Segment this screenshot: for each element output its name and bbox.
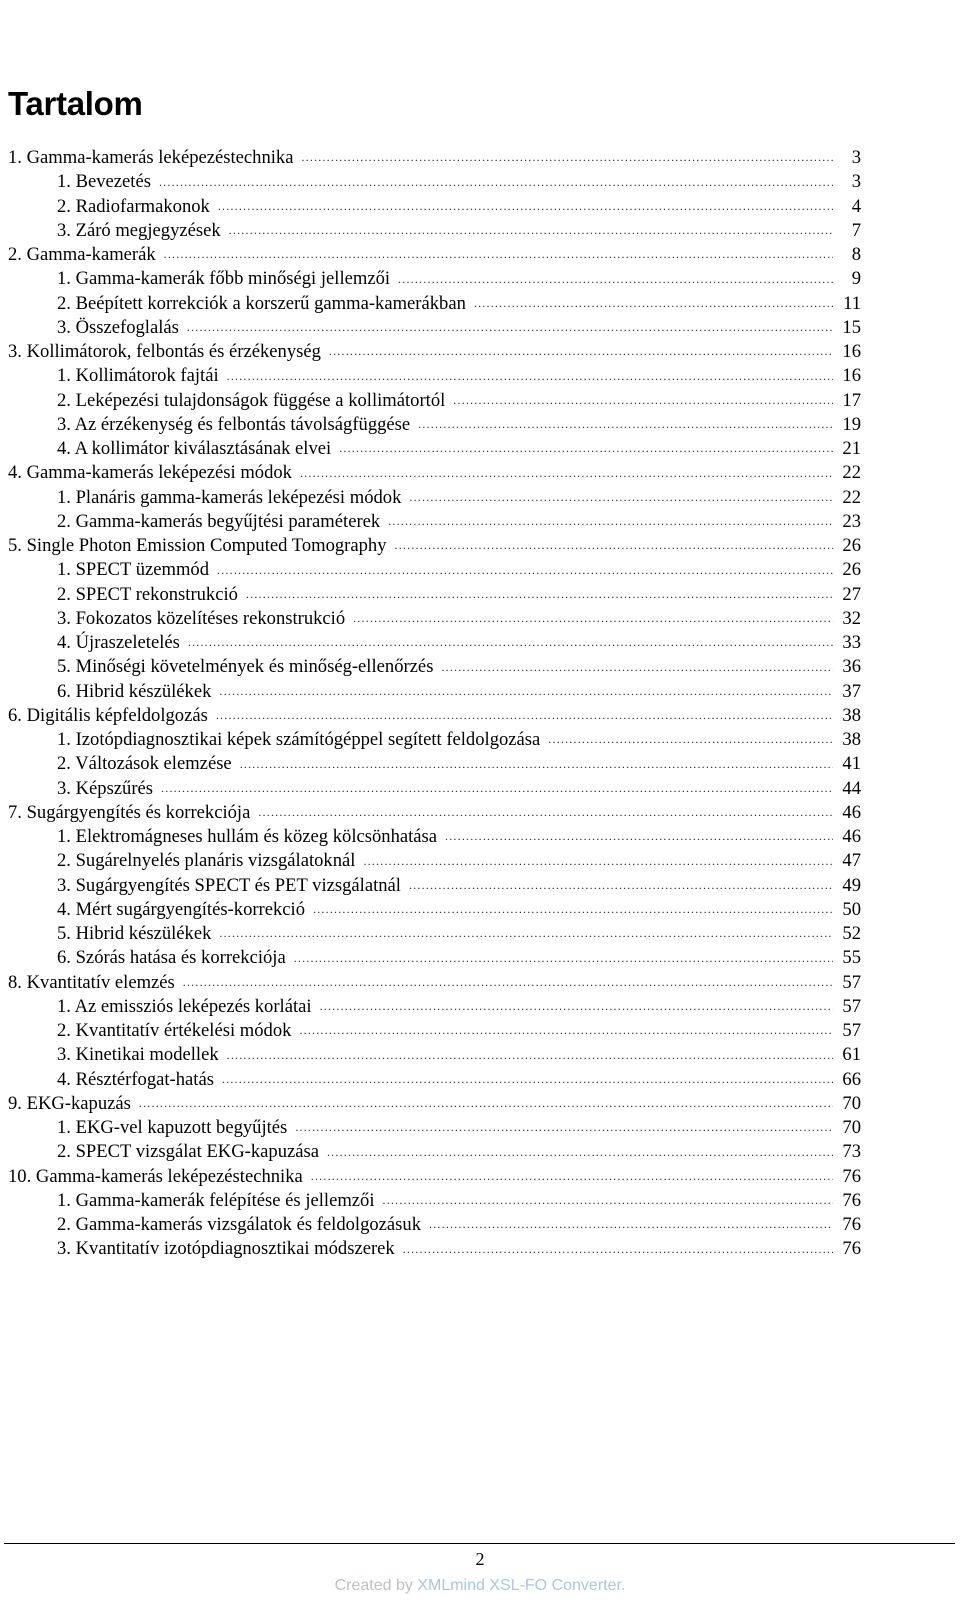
toc-dot-leader	[329, 344, 833, 364]
toc-dot-leader	[313, 902, 833, 922]
toc-subsection-entry[interactable]	[8, 558, 861, 582]
toc-entry-page: 52	[842, 923, 861, 945]
toc-dot-leader	[363, 854, 833, 874]
toc-dot-leader	[311, 1169, 833, 1189]
toc-subsection-entry[interactable]	[8, 389, 861, 413]
toc-entry-label: 10. Gamma-kamerás leképezéstechnika	[8, 1165, 303, 1187]
toc-entry-label: 1. Az emissziós leképezés korlátai	[57, 995, 312, 1017]
toc-subsection-entry[interactable]	[8, 170, 861, 194]
toc-entry-label: 6. Digitális képfeldolgozás	[8, 704, 208, 726]
toc-entry-label: 3. Sugárgyengítés SPECT és PET vizsgálatnál	[57, 874, 401, 896]
toc-entry-page: 76	[842, 1238, 861, 1260]
toc-entry-page: 44	[842, 777, 861, 799]
toc-subsection-entry[interactable]	[8, 267, 861, 291]
toc-entry-page: 66	[842, 1068, 861, 1090]
toc-dot-leader	[429, 1217, 833, 1237]
toc-dot-leader	[398, 272, 833, 292]
toc-dot-leader	[339, 441, 833, 461]
toc-dot-leader	[418, 417, 833, 437]
toc-entry-label: 1. Gamma-kamerák felépítése és jellemzői	[57, 1189, 375, 1211]
toc-entry-page: 8	[851, 244, 861, 266]
toc-entry-page: 26	[842, 559, 861, 581]
toc-dot-leader	[295, 1120, 833, 1140]
toc-entry-page: 7	[851, 219, 861, 241]
toc-entry-page: 3	[851, 171, 861, 193]
toc-entry-label: 1. Gamma-kamerák főbb minőségi jellemzői	[57, 268, 391, 290]
toc-entry-label: 2. Gamma-kamerák	[8, 244, 156, 266]
toc-subsection-entry[interactable]	[8, 219, 861, 243]
toc-entry-page: 22	[842, 462, 861, 484]
watermark-prefix: Created by	[334, 1577, 418, 1594]
toc-entry-page: 47	[842, 850, 861, 872]
toc-entry-label: 5. Single Photon Emission Computed Tomography	[8, 535, 387, 557]
toc-entry-page: 32	[842, 607, 861, 629]
toc-dot-leader	[395, 538, 833, 558]
toc-entry-label: 1. Planáris gamma-kamerás leképezési módok	[57, 486, 402, 508]
toc-entry-label: 1. Kollimátorok fajtái	[57, 365, 219, 387]
toc-entry-label: 3. Képszűrés	[57, 777, 154, 799]
toc-subsection-entry[interactable]	[8, 1237, 861, 1261]
toc-entry-label: 1. EKG-vel kapuzott begyűjtés	[57, 1117, 288, 1139]
toc-subsection-entry[interactable]	[8, 1043, 861, 1067]
toc-subsection-entry[interactable]	[8, 1213, 861, 1237]
toc-entry-page: 55	[842, 947, 861, 969]
toc-entry-page: 49	[842, 874, 861, 896]
toc-subsection-entry[interactable]	[8, 995, 861, 1019]
toc-entry-page: 37	[842, 680, 861, 702]
toc-entry-page: 70	[842, 1092, 861, 1114]
toc-subsection-entry[interactable]	[8, 437, 861, 461]
toc-entry-page: 57	[842, 995, 861, 1017]
toc-chapter-entry[interactable]	[8, 340, 861, 364]
toc-entry-label: 3. Az érzékenység és felbontás távolságfüggése	[57, 413, 411, 435]
toc-subsection-entry[interactable]	[8, 680, 861, 704]
toc-entry-label: 9. EKG-kapuzás	[8, 1092, 131, 1114]
toc-dot-leader	[453, 393, 833, 413]
toc-entry-label: 3. Kinetikai modellek	[57, 1044, 219, 1066]
toc-dot-leader	[258, 805, 833, 825]
toc-dot-leader	[240, 757, 833, 777]
toc-dot-leader	[217, 563, 833, 583]
toc-dot-leader	[409, 490, 833, 510]
toc-dot-leader	[474, 296, 833, 316]
toc-entry-label: 3. Kollimátorok, felbontás és érzékenység	[8, 341, 321, 363]
toc-entry-page: 38	[842, 729, 861, 751]
toc-subsection-entry[interactable]	[8, 655, 861, 679]
toc-dot-leader	[227, 369, 833, 389]
toc-entry-page: 61	[842, 1044, 861, 1066]
toc-subsection-entry[interactable]	[8, 728, 861, 752]
toc-dot-leader	[218, 199, 833, 219]
toc-entry-label: 2. Kvantitatív értékelési módok	[57, 1020, 292, 1042]
toc-dot-leader	[219, 684, 833, 704]
toc-entry-label: 1. SPECT üzemmód	[57, 559, 210, 581]
toc-subsection-entry[interactable]	[8, 752, 861, 776]
toc-entry-page: 41	[842, 753, 861, 775]
toc-entry-label: 8. Kvantitatív elemzés	[8, 971, 175, 993]
toc-subsection-entry[interactable]	[8, 1019, 861, 1043]
toc-dot-leader	[299, 1023, 833, 1043]
toc-entry-label: 7. Sugárgyengítés és korrekciója	[8, 801, 251, 823]
toc-chapter-entry[interactable]	[8, 971, 861, 995]
toc-entry-label: 4. A kollimátor kiválasztásának elvei	[57, 438, 332, 460]
toc-entry-label: 1. Elektromágneses hullám és közeg kölcsönhatása	[57, 826, 438, 848]
toc-entry-label: 2. Gamma-kamerás begyűjtési paraméterek	[57, 510, 381, 532]
toc-dot-leader	[294, 951, 833, 971]
toc-entry-page: 19	[842, 413, 861, 435]
toc-dot-leader	[219, 926, 833, 946]
watermark-suffix: .	[620, 1577, 626, 1594]
toc-dot-leader	[164, 247, 833, 267]
toc-entry-page: 76	[842, 1214, 861, 1236]
toc-entry-label: 2. Gamma-kamerás vizsgálatok és feldolgozásuk	[57, 1214, 422, 1236]
toc-subsection-entry[interactable]	[8, 874, 861, 898]
toc-dot-leader	[441, 660, 833, 680]
toc-dot-leader	[161, 781, 833, 801]
toc-dot-leader	[227, 1048, 833, 1068]
toc-entry-label: 1. Gamma-kamerás leképezéstechnika	[8, 147, 294, 169]
toc-dot-leader	[383, 1193, 833, 1213]
toc-dot-leader	[409, 878, 833, 898]
toc-subsection-entry[interactable]	[8, 946, 861, 970]
toc-entry-label: 2. SPECT vizsgálat EKG-kapuzása	[57, 1141, 319, 1163]
toc-entry-page: 16	[842, 365, 861, 387]
toc-subsection-entry[interactable]	[8, 1068, 861, 1092]
toc-dot-leader	[246, 587, 833, 607]
toc-chapter-entry[interactable]	[8, 1165, 861, 1189]
toc-dot-leader	[548, 732, 833, 752]
toc-subsection-entry[interactable]	[8, 364, 861, 388]
toc-subsection-entry[interactable]	[8, 292, 861, 316]
toc-dot-leader	[222, 1072, 833, 1092]
toc-entry-label: 5. Minőségi követelmények és minőség-ellenőrzés	[57, 656, 434, 678]
toc-entry-page: 26	[842, 535, 861, 557]
toc-entry-label: 4. Mért sugárgyengítés-korrekció	[57, 898, 306, 920]
toc-entry-label: 4. Gamma-kamerás leképezési módok	[8, 462, 292, 484]
toc-entry-page: 76	[842, 1165, 861, 1187]
toc-dot-leader	[139, 1096, 833, 1116]
toc-entry-label: 3. Összefoglalás	[57, 316, 179, 338]
toc-entry-page: 38	[842, 704, 861, 726]
toc-subsection-entry[interactable]	[8, 777, 861, 801]
page-title: Tartalom	[8, 85, 143, 122]
toc-subsection-entry[interactable]	[8, 825, 861, 849]
toc-dot-leader	[300, 466, 833, 486]
table-of-contents	[8, 146, 861, 1262]
toc-subsection-entry[interactable]	[8, 1116, 861, 1140]
toc-dot-leader	[353, 611, 833, 631]
toc-entry-page: 27	[842, 583, 861, 605]
toc-entry-page: 22	[842, 486, 861, 508]
toc-entry-page: 46	[842, 826, 861, 848]
toc-chapter-entry[interactable]	[8, 704, 861, 728]
page-number: 2	[475, 1549, 485, 1569]
footer-divider	[4, 1543, 955, 1544]
toc-entry-label: 2. Változások elemzése	[57, 753, 232, 775]
toc-subsection-entry[interactable]	[8, 631, 861, 655]
toc-dot-leader	[388, 514, 833, 534]
toc-dot-leader	[445, 829, 833, 849]
toc-entry-label: 2. Leképezési tulajdonságok függése a kollimátortól	[57, 389, 446, 411]
toc-entry-label: 3. Kvantitatív izotópdiagnosztikai módszerek	[57, 1238, 395, 1260]
toc-entry-label: 2. Beépített korrekciók a korszerű gamma-kamerákban	[57, 292, 466, 314]
toc-dot-leader	[187, 320, 833, 340]
watermark-brand: XMLmind XSL-FO Converter	[417, 1577, 621, 1594]
toc-subsection-entry[interactable]	[8, 849, 861, 873]
toc-dot-leader	[320, 999, 833, 1019]
toc-entry-page: 4	[851, 195, 861, 217]
toc-subsection-entry[interactable]	[8, 1140, 861, 1164]
toc-entry-label: 3. Záró megjegyzések	[57, 219, 221, 241]
toc-chapter-entry[interactable]	[8, 534, 861, 558]
toc-entry-label: 6. Hibrid készülékek	[57, 680, 212, 702]
toc-subsection-entry[interactable]	[8, 1189, 861, 1213]
toc-chapter-entry[interactable]	[8, 146, 861, 170]
toc-entry-label: 4. Újraszeletelés	[57, 632, 180, 654]
toc-entry-label: 2. Radiofarmakonok	[57, 195, 210, 217]
toc-entry-label: 2. Sugárelnyelés planáris vizsgálatoknál	[57, 850, 356, 872]
toc-chapter-entry[interactable]	[8, 1092, 861, 1116]
toc-entry-page: 46	[842, 801, 861, 823]
toc-dot-leader	[229, 223, 833, 243]
toc-entry-page: 57	[842, 971, 861, 993]
toc-entry-page: 50	[842, 898, 861, 920]
toc-subsection-entry[interactable]	[8, 510, 861, 534]
toc-dot-leader	[216, 708, 833, 728]
toc-entry-page: 57	[842, 1020, 861, 1042]
toc-subsection-entry[interactable]	[8, 413, 861, 437]
toc-entry-page: 3	[851, 147, 861, 169]
toc-dot-leader	[188, 635, 833, 655]
toc-dot-leader	[301, 150, 833, 170]
toc-dot-leader	[327, 1145, 833, 1165]
toc-entry-page: 11	[843, 292, 861, 314]
toc-entry-page: 17	[842, 389, 861, 411]
toc-entry-label: 6. Szórás hatása és korrekciója	[57, 947, 286, 969]
toc-subsection-entry[interactable]	[8, 316, 861, 340]
toc-chapter-entry[interactable]	[8, 461, 861, 485]
toc-subsection-entry[interactable]	[8, 607, 861, 631]
toc-entry-page: 76	[842, 1189, 861, 1211]
toc-dot-leader	[403, 1242, 833, 1262]
toc-dot-leader	[183, 975, 833, 995]
toc-entry-label: 5. Hibrid készülékek	[57, 923, 212, 945]
toc-entry-label: 4. Résztérfogat-hatás	[57, 1068, 214, 1090]
toc-entry-page: 33	[842, 632, 861, 654]
toc-entry-page: 23	[842, 510, 861, 532]
toc-subsection-entry[interactable]	[8, 898, 861, 922]
toc-entry-label: 1. Izotópdiagnosztikai képek számítógéppel segített feldolgozása	[57, 729, 541, 751]
toc-entry-label: 1. Bevezetés	[57, 171, 151, 193]
toc-chapter-entry[interactable]	[8, 801, 861, 825]
toc-entry-page: 16	[842, 341, 861, 363]
toc-entry-page: 15	[842, 316, 861, 338]
toc-entry-page: 70	[842, 1117, 861, 1139]
toc-entry-label: 2. SPECT rekonstrukció	[57, 583, 238, 605]
toc-entry-page: 73	[842, 1141, 861, 1163]
toc-subsection-entry[interactable]	[8, 195, 861, 219]
toc-subsection-entry[interactable]	[8, 583, 861, 607]
converter-watermark	[0, 1577, 960, 1595]
toc-chapter-entry[interactable]	[8, 243, 861, 267]
toc-entry-page: 36	[842, 656, 861, 678]
toc-dot-leader	[159, 175, 833, 195]
toc-subsection-entry[interactable]	[8, 486, 861, 510]
toc-entry-page: 21	[842, 438, 861, 460]
toc-subsection-entry[interactable]	[8, 922, 861, 946]
toc-entry-label: 3. Fokozatos közelítéses rekonstrukció	[57, 607, 346, 629]
toc-entry-page: 9	[851, 268, 861, 290]
